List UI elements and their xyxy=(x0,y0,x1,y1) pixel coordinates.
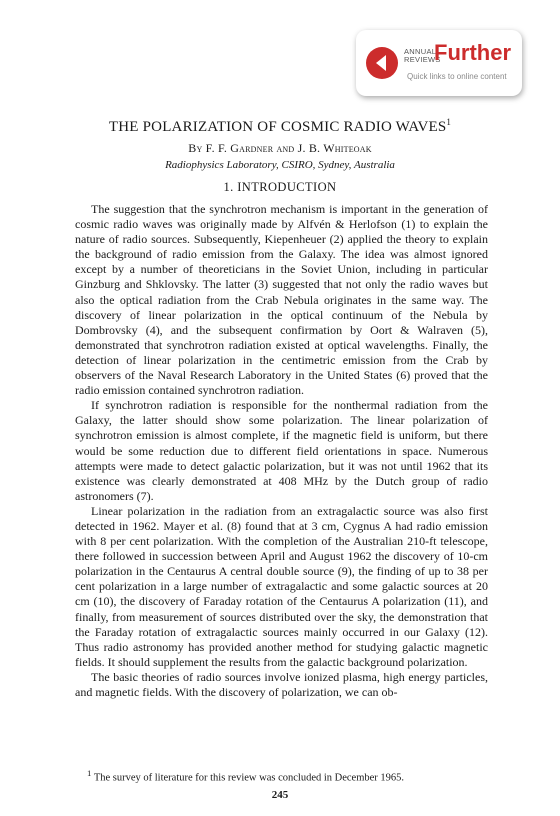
footnote xyxy=(87,768,487,784)
title-footnote-marker: 1 xyxy=(446,117,452,127)
body-paragraph: Linear polarization in the radiation from an extragalactic source was also first detected in 1962. Mayer et al. (8) found that at 3 cm, Cygnus A had radio emission with 8 per cent polarization. With the completion of the Australian 210-ft telescope, there followed in succession between April and August 1962 the discovery of 10-cm polarization in the Centaurus A central double source (9), the finding of up to 38 per cent polarization in a large number of extragalactic and some galactic sources at 20 cm (10), the discovery of Faraday rotation of the Centaurus A polarization (11), and finally, from measurement of sources distributed over the sky, the demonstration that the Faraday rotation of extragalactic sources mainly occurred in our Galaxy (12). Thus radio astronomy has provided another method for studying galactic magnetic fields. It should supplement the results from the galactic background polarization. xyxy=(75,503,488,669)
footnote-marker: 1 xyxy=(87,768,92,778)
section-heading: 1. INTRODUCTION xyxy=(223,180,337,194)
article-body xyxy=(75,202,488,700)
article-authors: By F. F. Gardner and J. B. Whiteoak xyxy=(188,141,372,155)
further-subtitle: Quick links to online content xyxy=(407,72,507,81)
page-number: 245 xyxy=(271,789,289,801)
article-title-text: THE POLARIZATION OF COSMIC RADIO WAVES xyxy=(108,119,447,135)
further-label: Further xyxy=(434,40,511,65)
back-arrow-icon xyxy=(366,47,398,79)
body-paragraph: If synchrotron radiation is responsible for the nonthermal radiation from the Galaxy, the latter should show some polarization. The linear polarization of synchrotron emission is almost complete, if the magnetic field is uniform, but there would be some reduction due to different field orientations in space. Numerous attempts were made to detect galactic polarization, but it was not until 1962 that its existence was clearly demonstrated at 408 MHz by the Dutch group of radio astronomers (7). xyxy=(75,398,488,503)
annual-reviews-further-badge[interactable] xyxy=(356,30,522,96)
article-affiliation: Radiophysics Laboratory, CSIRO, Sydney, Australia xyxy=(165,159,395,171)
body-paragraph: The suggestion that the synchrotron mechanism is important in the generation of cosmic radio waves was originally made by Alfvén & Herlofson (1) to explain the nature of radio sources. Subsequently, Kiepenheuer (2) applied the theory to explain the background of radio emission from the Galaxy. The idea was almost ignored except by a number of theoreticians in the Soviet Union, including in particular Ginzburg and Shklovsky. The latter (3) suggested that not only the radio waves but also the optical radiation from the Crab Nebula originates in the same way. The discovery of linear polarization in the optical continuum of the Nebula by Dombrovsky (4), and the subsequent confirmation by Oort & Walraven (5), demonstrated that synchrotron radiation existed at optical wavelengths. Finally, the detection of linear polarization in the centimetric emission from the Crab by observers of the Naval Research Laboratory in the United States (6) proved that the radio emission contained synchrotron radiation. xyxy=(75,202,488,398)
body-paragraph: The basic theories of radio sources involve ionized plasma, high energy particles, and magnetic fields. With the discovery of polarization, we can ob- xyxy=(75,669,488,699)
footnote-text: The survey of literature for this review was concluded in December 1965. xyxy=(93,772,405,784)
annual-reviews-logo-text: ANNUAL REVIEWS xyxy=(404,47,441,64)
article-title xyxy=(0,117,560,136)
